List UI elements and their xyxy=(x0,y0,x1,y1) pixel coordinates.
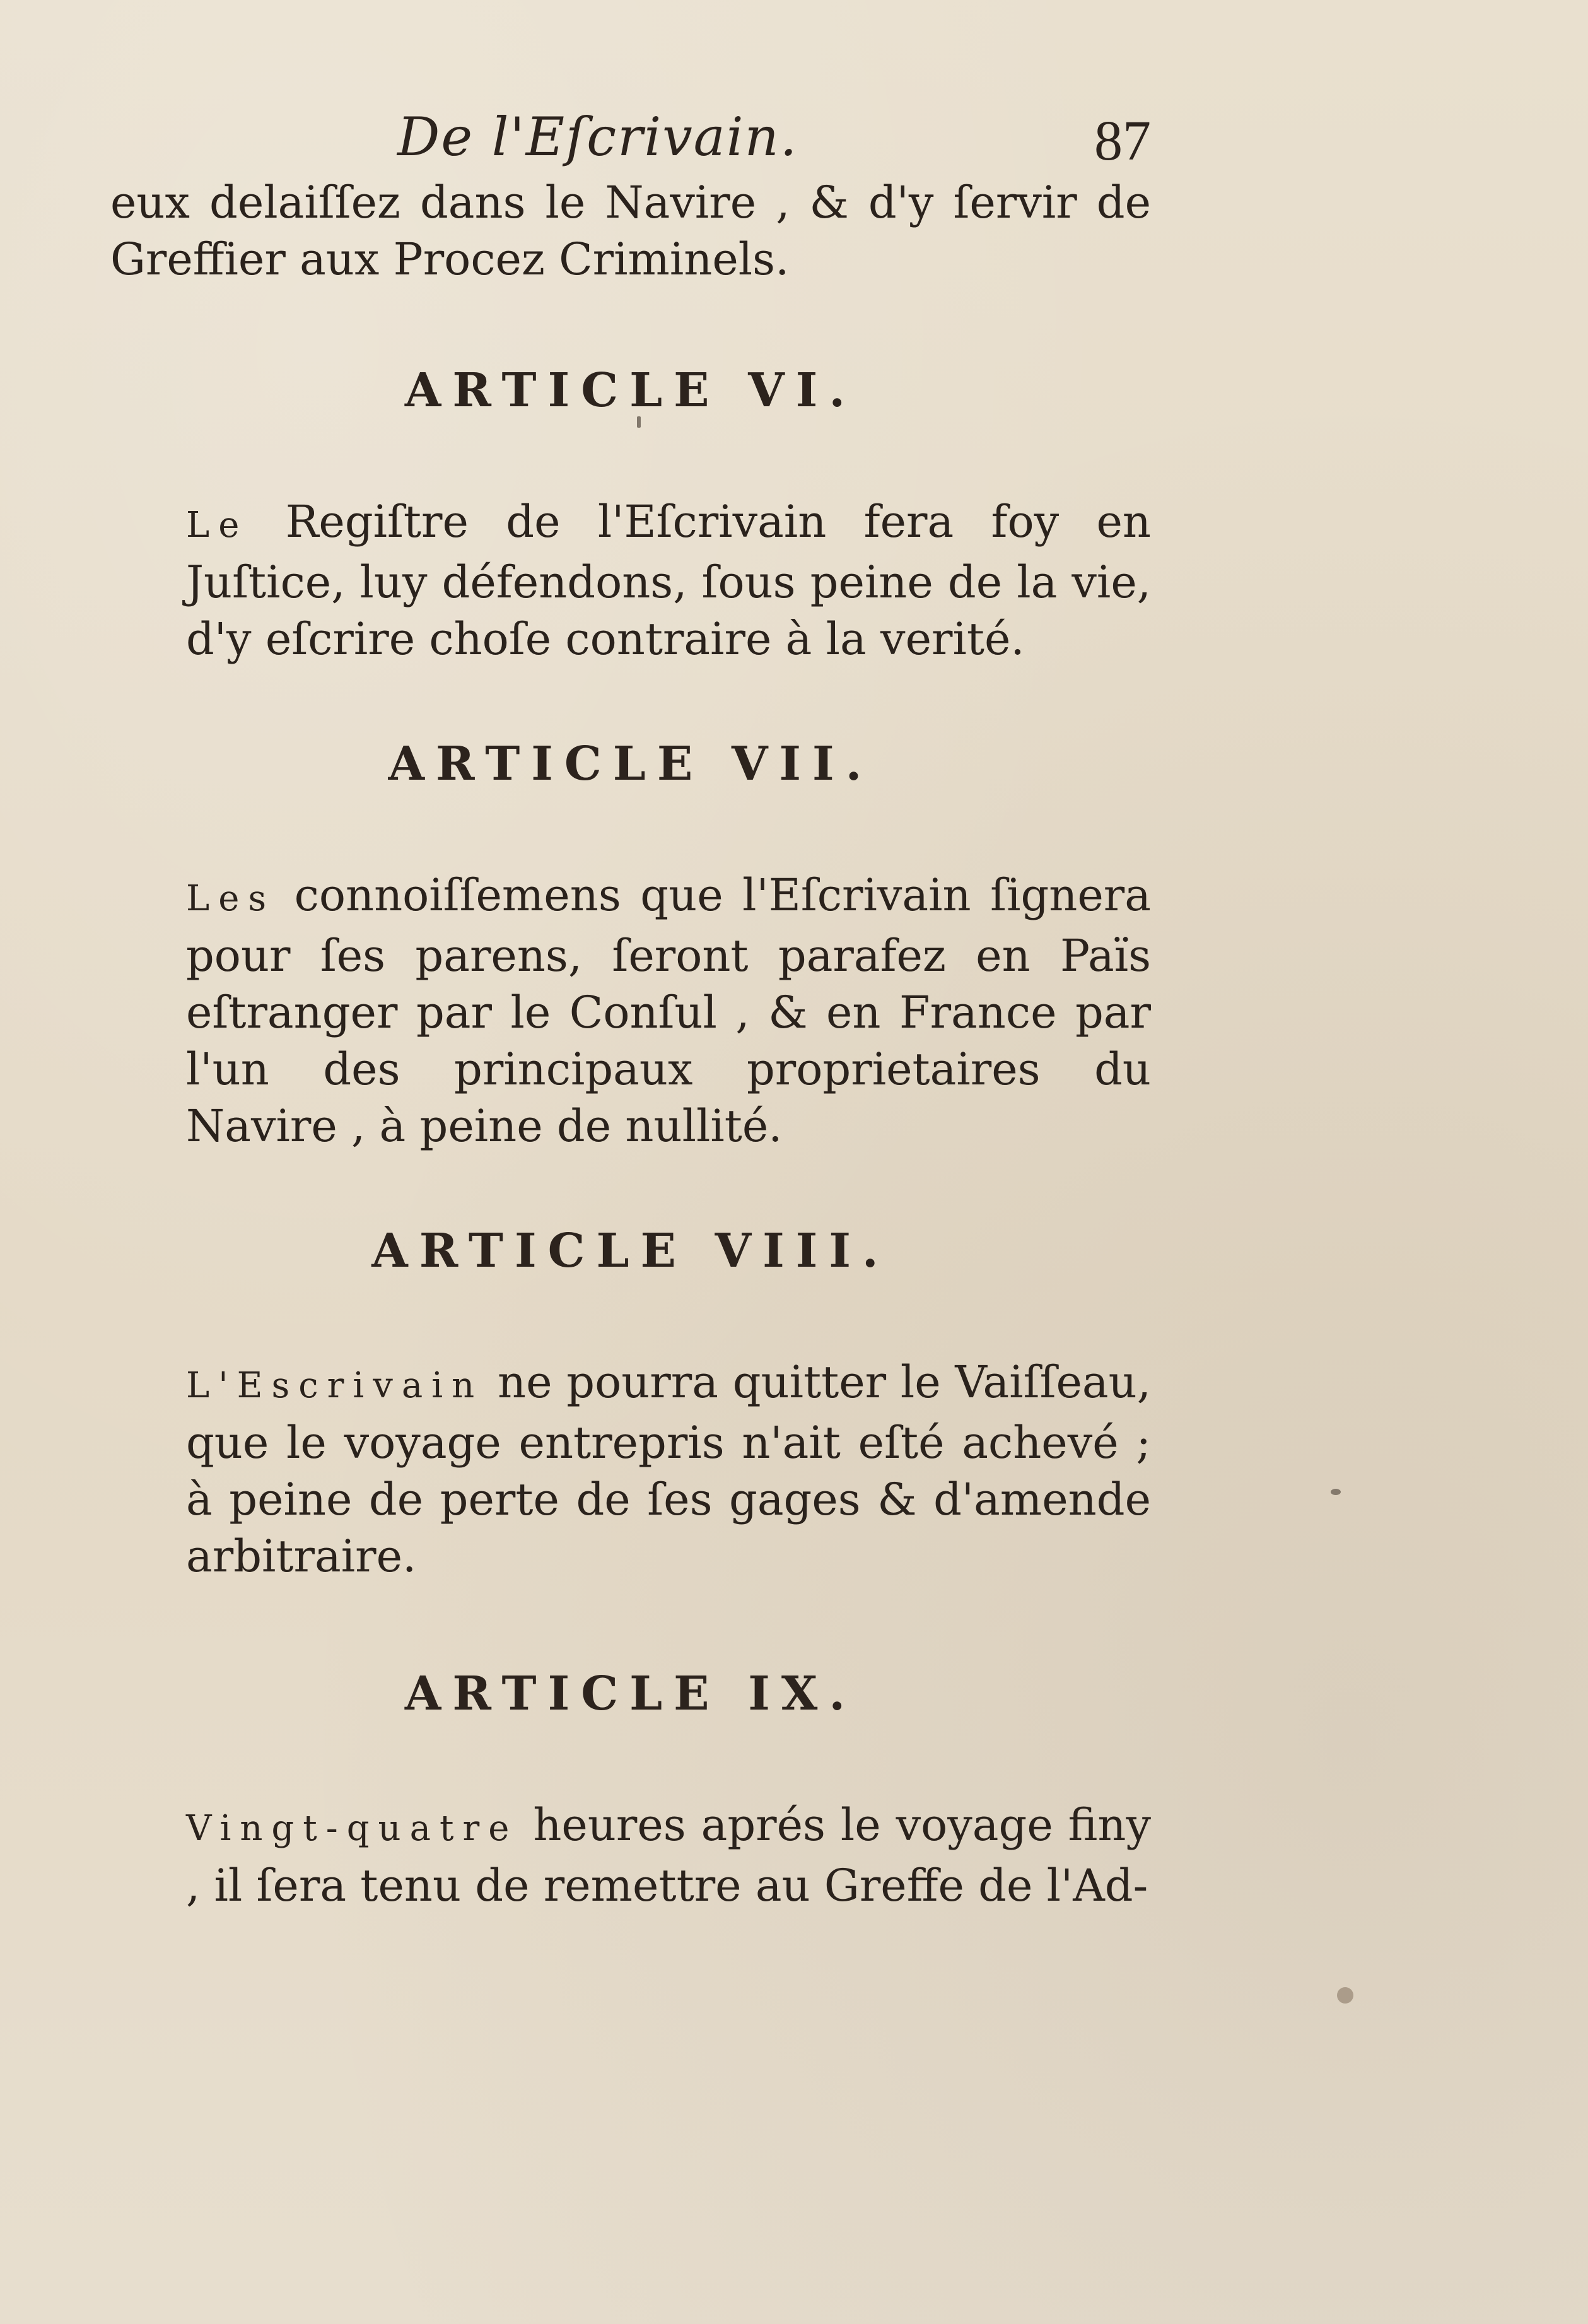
running-title: De l'Eſcrivain. xyxy=(397,106,798,168)
article-paragraph xyxy=(110,867,1151,1154)
article-heading: ARTICLE VII. xyxy=(388,737,873,791)
article-section xyxy=(110,1224,1151,1585)
article-text: ne pourra quitter le Vaiſſeau, que le voyage entrepris n'ait eſté achevé ; à peine de perte de ſes gages & d'amende arbitraire. xyxy=(186,1356,1151,1582)
article-section xyxy=(110,363,1151,667)
article-paragraph xyxy=(110,493,1151,667)
running-head xyxy=(110,101,1151,170)
page-number: 87 xyxy=(1094,110,1151,172)
text-block xyxy=(110,101,1151,1983)
article-paragraph xyxy=(110,1797,1151,1914)
article-text: heures aprés le voyage finy , il ſera tenu de remettre au Greffe de l'Ad- xyxy=(186,1799,1151,1911)
article-heading: ARTICLE IX. xyxy=(404,1667,857,1721)
continuation-paragraph: eux delaiſſez dans le Navire , & d'y ſervir de Greffier aux Procez Criminels. xyxy=(110,177,1151,285)
small-caps-lead: Le xyxy=(186,505,248,546)
small-caps-lead: L'Escrivain xyxy=(186,1365,484,1406)
article-paragraph xyxy=(110,1354,1151,1585)
article-section xyxy=(110,737,1151,1154)
article-heading: ARTICLE VIII. xyxy=(371,1224,890,1278)
article-section xyxy=(110,1667,1151,1914)
small-caps-lead: Les xyxy=(186,878,276,919)
article-text: Regiſtre de l'Eſcrivain fera foy en Juſtice, luy défendons, ſous peine de la vie, d'y eſcrire choſe contraire à la verité. xyxy=(186,496,1151,665)
paper-stain xyxy=(1337,1987,1353,2004)
article-heading: ARTICLE VI. xyxy=(404,363,857,418)
small-caps-lead: Vingt-quatre xyxy=(186,1808,518,1849)
article-text: connoiſſemens que l'Eſcrivain ſignera pour ſes parens, ſeront parafez en Païs eſtranger par le Conſul , & en France par l'un des principaux proprietaires du Navire , à peine de nullité. xyxy=(186,869,1151,1152)
paper-stain xyxy=(1331,1489,1341,1495)
